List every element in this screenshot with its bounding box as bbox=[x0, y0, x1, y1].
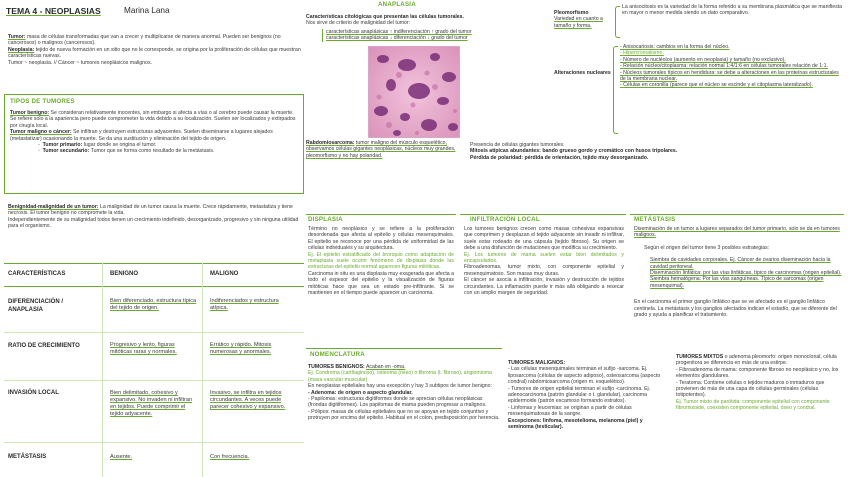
rabdomiosarcoma-label: Rabdomiosarcoma: bbox=[306, 140, 355, 146]
displasia-rule bbox=[306, 214, 456, 215]
infiltracion-rule bbox=[460, 214, 626, 215]
table-row-4-name: METÁSTASIS bbox=[8, 454, 47, 460]
anaplasia-line1: Nos sirve de criterio de malignidad del tumor: bbox=[306, 20, 411, 27]
pleomorfismo-text: La anisocitosis es la variedad de la forma referido a su membrana plasmática que se manifiesta en mayor o menor medida siendo un dato comparativo. bbox=[622, 4, 843, 17]
intro-summary: Tumor ~ neoplasia. // Cáncer ~ tumores neoplásicos malignos. bbox=[8, 59, 152, 66]
displasia-text: Término no neoplásico y se refiere a la proliferación desordenada que afecta al epitelio y células mesenquimales. El epitelio se reconoce por una pérdida de uniformidad de las células individuales y su arquitectura. bbox=[308, 226, 454, 252]
polaridad-line: Pérdida de polaridad: pérdida de orientación, tejido muy desorganizado. bbox=[470, 154, 649, 161]
table-row-1-maligno: Indiferenciados y estructura atípica. bbox=[210, 298, 279, 311]
mitosis-line: Mitosis atípicas abundantes: bando grueso gordo y cromático con husos tripolares. bbox=[470, 148, 678, 155]
benignos-text: Acaban en -oma. bbox=[365, 364, 406, 370]
table-row-4-benigno: Ausente. bbox=[110, 454, 133, 460]
alteraciones-brace bbox=[613, 46, 618, 134]
benignos-ex: Ej. Condroma (cartílaginoso), osteoma (óseo) o fibroma (t. fibroso), angiomioma (masa vascular muscular). bbox=[308, 370, 492, 383]
mixtos-terato-ex: Ej. Tumor mixto de parótida: componente epitelial con componente fibromixoide, coexisten componente epitelial, óseo y condral. bbox=[676, 398, 830, 412]
pleomorfismo-block bbox=[554, 10, 614, 29]
displasia-heading: DISPLASIA bbox=[308, 216, 343, 223]
metastasis-text: Diseminación de un tumor a lugares separados del tumor primario, solo se da en tumores malignos. bbox=[634, 226, 840, 239]
primario-label: Tumor primario: bbox=[42, 142, 83, 149]
metastasis-vias bbox=[634, 257, 844, 289]
table-row-3-benigno: Bien delimitado, cohesivo y expansivo. No invaden ni infiltran en tejidos. Puede comprimir el tejido adyacente. bbox=[110, 390, 193, 417]
metastasis-via-1: Siembra de cavidades corporales. Ej. Cáncer de ovarios diseminación hacia la cavidad peritoneal. bbox=[650, 257, 831, 270]
tumor-label: Tumor: bbox=[8, 34, 26, 40]
table-row-2-rule bbox=[4, 380, 304, 381]
table-row-3-maligno: Invasivo, se infiltra en tejidos circundantes. A veces puede parecer cohesivo y expansivo. bbox=[210, 390, 286, 410]
displasia-text2: Ej. El epitelio estratificado del bronquio como adaptación de metaplasia suele ocurrir fenómeno de displasia donde las estructuras del epitelio normal aparecen figuras mitóticas. bbox=[308, 251, 454, 271]
malignos-epitel: - Tumores de origen epitelial terminan el sufijo -carcinoma. Ej. adenocarcinoma (patrón glandular o t. glandular), carcinoma epidermoide (patrón escamoso formando estratos). bbox=[508, 385, 651, 405]
malignos-mesen: - Las células mesenquimales terminan el sufijo -sarcoma. Ej. liposarcoma (células de aspecto adiposo), osteosarcoma (aspecto condral) rabdomiosarcoma (origen m. esquelético). bbox=[508, 366, 661, 386]
table-header-rule bbox=[4, 286, 304, 287]
anaplasia-features bbox=[470, 142, 846, 161]
primario-item: - Tumor primario: lugar donde se origina el tumor. bbox=[38, 142, 157, 149]
metastasis-rule bbox=[630, 214, 844, 215]
table-row-2-maligno: Errático y rápido. Mitosis numerosas y anormales. bbox=[210, 342, 272, 355]
rabdomiosarcoma-text: tumor maligno del músculo esquelético, observamos células gigantes neoplásicas, núcleos muy grandes, pleomorfismo y no hay polaridad. bbox=[306, 140, 456, 159]
table-row-4-maligno: Con frecuencia. bbox=[210, 454, 250, 460]
infiltracion-text4: El cáncer se asocia a infiltración, invasión y destrucción de tejidos circundantes. La inflamación puede ir más allá obligando a resecar con un amplio margen de seguridad. bbox=[464, 277, 624, 297]
metastasis-content bbox=[634, 226, 844, 318]
table-top-rule bbox=[4, 263, 304, 264]
intro-block bbox=[8, 34, 306, 66]
benignos-ex2: En neoplasias epiteliales hay una excepción y hay 3 subtipos de tumor benigno: bbox=[308, 383, 492, 390]
table-vline-1 bbox=[102, 263, 103, 477]
secundario-text: Tumor que se forma como resultado de la metástasis. bbox=[90, 148, 215, 155]
pleomorfismo-label: Pleomorfismo bbox=[554, 10, 589, 16]
benignidad-block bbox=[8, 204, 304, 230]
page-title-text: TEMA 4 - NEOPLASIAS bbox=[6, 6, 101, 16]
tumor-text: masa de células transformadas que van a crecer y multiplicarse de manera anormal. Pueden ser benignos (no cancerosos) o malignos (cancerosos). bbox=[8, 34, 281, 47]
anaplasia-item-1: características anaplásicas ↑ indiferenciación ↑ grado del tumor bbox=[326, 29, 472, 35]
gigantes-line: Presencia de células gigantes tumorales. bbox=[470, 142, 565, 148]
rabdomiosarcoma-micrograph bbox=[368, 46, 460, 138]
neoplasia-label: Neoplasia: bbox=[8, 46, 35, 53]
mixtos-content bbox=[676, 354, 846, 412]
benignidad-text1: La malignidad de un tumor causa la muerte. Crece rápidamente, metastatiza y tiene necrosis. El tumor benigno no compromete la vida. bbox=[8, 204, 293, 217]
metastasis-via-2: Diseminación linfática: por las vías linfáticas, típico de carcinomas (origen epitelial). bbox=[650, 270, 842, 277]
infiltracion-text: Los tumores benignos crecen como masas cohesivas expansivas que comprimen y desplazan el tejido adyacente sin invadir ni infiltrar, suele estar rodeado de una cápsula (tejido fibroso). Su origen se debe a una disfunción de mutaciones que modifica su crecimiento. bbox=[464, 226, 624, 252]
alteracion-item-3: - Número de nucléolos (aumento en neoplasia) y tamaño (no exclusivo). bbox=[620, 56, 786, 63]
pleomorfismo-brace bbox=[615, 6, 620, 38]
anaplasia-item-2: características anaplásicas ↓ diferenciación ↓ grado del tumor bbox=[326, 35, 468, 42]
anaplasia-heading: ANAPLASIA bbox=[378, 1, 416, 8]
mixtos-text: o adenoma pleomorfo: origen monoclonal, célula progenitora se diferencia en más de una estirpe. bbox=[676, 354, 837, 367]
polipos-line: - Pólipos: masas de células epiteliales que no se apoyan en tejido conjuntivo y protruyen por encima del epitelio. Habitual en el colon, predisposición por herencia. bbox=[308, 408, 500, 422]
alteracion-item-6: - Células en coronilla (parece que el núcleo se escinde y el citoplasma lateralizado). bbox=[620, 82, 813, 89]
primario-text: lugar donde se origina el tumor. bbox=[83, 142, 157, 149]
infiltracion-content bbox=[464, 226, 624, 296]
mixtos-terato: - Teratoma: Contiene células o tejidos maduros o inmaduros que provienen de más de una capa de células germinales (células totipotentes). bbox=[676, 379, 825, 399]
malignos-linfomas: - Linfomas y leucemias: se originan a partir de células mesenquimatosas de la sangre. bbox=[508, 404, 632, 418]
table-row-3-name: INVASIÓN LOCAL bbox=[8, 390, 59, 396]
table-row-2-benigno: Progresivo y lento, figuras mitóticas raras y normales. bbox=[110, 342, 177, 355]
metastasis-heading: METÁSTASIS bbox=[634, 216, 676, 223]
secundario-item: - Tumor secundario: Tumor que se forma como resultado de la metástasis. bbox=[38, 148, 215, 155]
malignos-excep: Excepciones: linfoma, mesotelioma, melanoma (piel) y seminoma (testicular). bbox=[508, 417, 643, 431]
anaplasia-intro bbox=[306, 14, 546, 27]
table-header-benigno: BENIGNO bbox=[110, 271, 139, 277]
benignidad-text2: Independientemente de su malignidad todos tienen un crecimiento indefinido, desorganizado, progresivo y sin ninguna utilidad para el organismo. bbox=[8, 216, 299, 230]
alteracion-item-4: - Relación núcleo/citoplasma: relación normal 1:4/1:6 en células tumorales relación de 1:1. bbox=[620, 63, 828, 70]
micrograph-svg bbox=[369, 47, 460, 138]
papilomas-line: - Papilomas: estructuras digitiformes donde se aprecian células neoplásicas (frondas digitiformes). Los papilomas de mama pueden progresar a malignos. bbox=[308, 396, 487, 409]
metastasis-text2: En el carcinoma el primer ganglio linfático que se ve afectado es el ganglio linfático centinela. La metástasis y los ganglios afectados indican el estadío, que se diferente del grado y ayuda a planificar el tratamiento. bbox=[634, 299, 837, 319]
infiltracion-text3: Fibroadenomas, tumor mixto, con componente epitelial y mesenquimatoso. Son masas muy duras. bbox=[464, 264, 624, 277]
alteracion-item-1: - Anisocariosis: cambios en la forma del núcleo. bbox=[620, 44, 730, 50]
table-header-maligno: MALIGNO bbox=[210, 271, 239, 277]
rabdomiosarcoma-caption bbox=[306, 140, 466, 159]
neoplasia-text: tejido de nueva formación en un sitio que no le corresponde, se origina por la proliferación de células que muestran características nuevas. bbox=[8, 46, 301, 60]
infiltracion-text2: Ej. Los tumores de mama suelen estar bien delimitados y encapsulados. bbox=[464, 251, 624, 265]
benigno-label: Tumor benigno: bbox=[10, 110, 50, 116]
alteraciones-list bbox=[620, 44, 846, 89]
table-row-1-rule bbox=[4, 332, 304, 333]
anaplasia-criteria bbox=[322, 29, 548, 42]
tipos-heading: TIPOS DE TUMORES bbox=[10, 98, 75, 105]
maligno-label: Tumor maligno o cáncer: bbox=[10, 129, 72, 136]
maligno-text: Se infiltran y destruyen estructuras adyacentes. Suelen diseminarse a lugares alejados (metastatizar) ocasionando la muerte. Se da una sustitución y eliminación del tejido de origen. bbox=[10, 129, 273, 142]
table-row-2-name: RATIO DE CRECIMIENTO bbox=[8, 343, 80, 349]
metastasis-via-intro: Según el origen del tumor tiene 3 posibles estrategias: bbox=[644, 244, 770, 251]
alteracion-item-5: - Núcleos tumorales típicos en hendidura: se debe a alteraciones en las proteínas estructurales de la membrana nuclear. bbox=[620, 69, 839, 83]
infiltracion-heading: INFILTRACIÓN LOCAL bbox=[470, 216, 540, 223]
author-name: Marina Lana bbox=[124, 6, 170, 15]
table-row-3-rule bbox=[4, 442, 304, 443]
mixtos-fibro: - Fibroadenoma de mama: componente fibroso no neoplásico y no, los elementos glandulares. bbox=[676, 366, 839, 380]
table-header-caracteristicas: CARACTERÍSTICAS bbox=[8, 271, 66, 277]
alteracion-item-2: - Hipercromatismo. bbox=[620, 50, 664, 57]
page-title bbox=[6, 6, 101, 16]
pleomorfismo-sub: Variedad en cuanto a tamaño y forma. bbox=[554, 16, 603, 29]
displasia-content bbox=[308, 226, 454, 296]
metastasis-via-3: Siembra hematógena: Por las vías sanguíneas. Típico de sarcomas (origen mesenquimal). bbox=[650, 276, 824, 289]
nomenclatura-heading: NOMENCLATURA bbox=[310, 351, 365, 358]
nomenclatura-content bbox=[308, 364, 502, 422]
benignidad-label: Benignidad-malignidad de un tumor: bbox=[8, 204, 99, 210]
tipos-content bbox=[10, 110, 300, 155]
nomenclatura-rule bbox=[306, 348, 502, 349]
benignos-label: TUMORES BENIGNOS: bbox=[308, 364, 365, 370]
benigno-text: Se consideran relativamente inocentes, sin embargo si afecta a vías o al cerebro puede causar la muerte. Se refiere solo a la apariencia pero puede comprometer la vida debido a su localización. Suelen ser localizados y extirpados por cirugía local. bbox=[10, 110, 296, 129]
secundario-label: Tumor secundario: bbox=[42, 148, 90, 155]
malignos-heading: TUMORES MALIGNOS: bbox=[508, 360, 566, 366]
displasia-text3: Carcinoma in situ es una displasia muy exagerada que afecta a todo el espesor del epitelio y la visualización de figuras mitóticas hace que sea un estado pre-infiltrante. Si se mantienen en el tiempo puede aparecer un carcinoma. bbox=[308, 270, 454, 297]
malignos-content bbox=[508, 360, 666, 430]
table-row-1-benigno: Bien diferenciado, estructura típica del tejido de origen. bbox=[110, 298, 197, 311]
table-vline-2 bbox=[202, 263, 203, 477]
anaplasia-line0: Características citológicas que presentan las células tumorales. bbox=[306, 14, 464, 20]
alteraciones-label: Alteraciones nucleares bbox=[554, 70, 611, 76]
adenoma-line: - Adenoma: de origen o aspecto glandular. bbox=[308, 389, 413, 396]
table-row-1-name: DIFERENCIACIÓN / ANAPLASIA bbox=[8, 299, 64, 313]
mixtos-heading: TUMORES MIXTOS bbox=[676, 354, 724, 360]
